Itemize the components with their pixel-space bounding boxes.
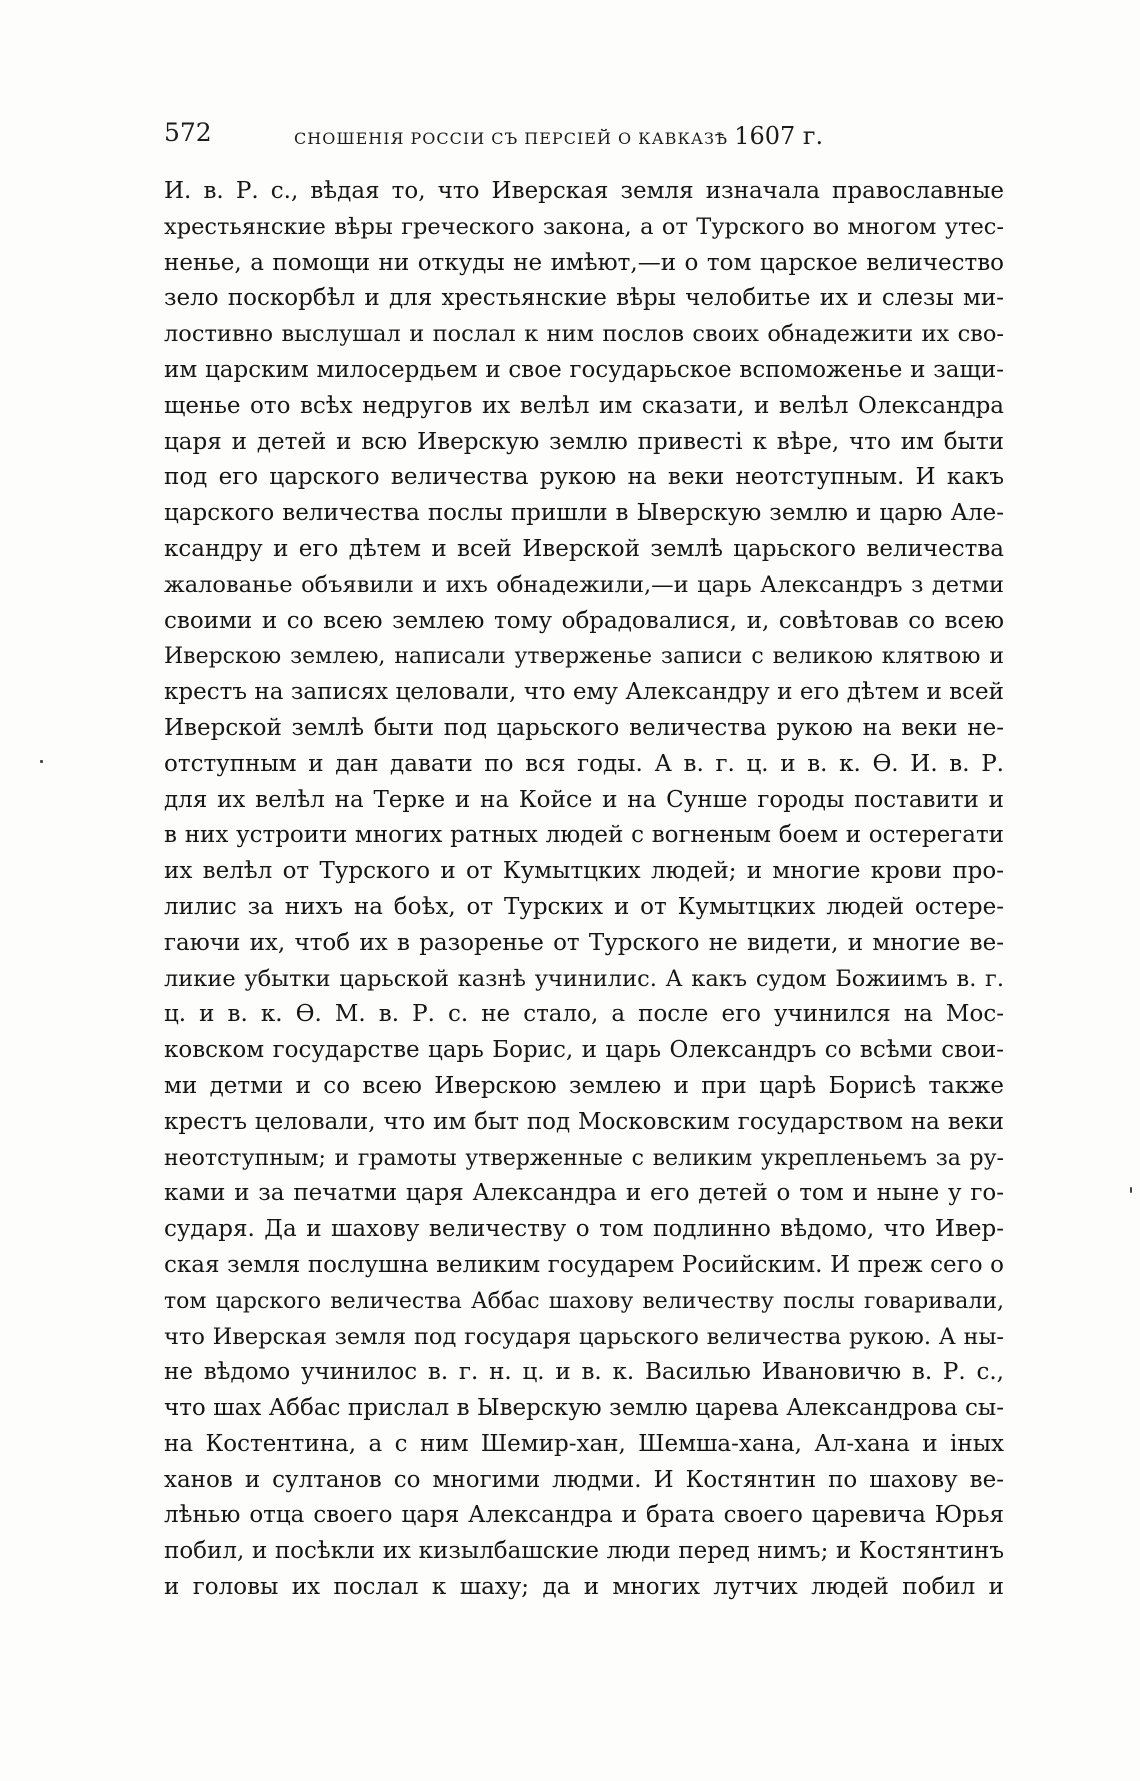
text-line: для их велѣл на Терке и на Койсе и на Сунше городы поставити и <box>164 786 1004 813</box>
text-line: царя и детей и всю Иверскую землю привесті к вѣре, что им быти <box>164 428 1004 455</box>
text-line: том царского величества Аббас шахову величеству послы говаривали, <box>164 1288 1004 1314</box>
text-line: крестъ целовали, что им быт под Московским государством на веки <box>164 1108 1004 1135</box>
text-line: что Иверская земля под государя царьского величества рукою. А ны- <box>164 1323 1004 1350</box>
text-line: ская земля послушна великим государем Росийским. И преж сего о <box>164 1251 1004 1278</box>
text-line: лилис за нихъ на боѣх, от Турских и от Кумытцких людей остере- <box>164 893 1004 920</box>
text-line: под его царского величества рукою на веки неотступным. И какъ <box>164 464 1004 491</box>
text-line: крестъ на записях целовали, что ему Александру и его дѣтем и всей <box>164 679 1004 706</box>
body-text <box>164 174 1004 1606</box>
page-number: 572 <box>164 118 212 147</box>
text-line: И. в. Р. с., вѣдая то, что Иверская земля изначала православные <box>164 178 1004 204</box>
text-line: Иверской землѣ быти под царьского величества рукою на веки не- <box>164 714 1004 741</box>
text-line: и головы их послал к шаху; да и многих лутчих людей побил и <box>164 1574 1004 1601</box>
text-line: лостивно выслушал и послал к ним послов своих обнадежити их сво- <box>164 321 1004 348</box>
text-line: ц. и в. к. Ѳ. М. в. Р. с. не стало, а после его учинился на Мос- <box>164 1001 1004 1028</box>
text-line: неотступным; и грамоты утверженные с великим укрепленьемъ за ру- <box>164 1145 1004 1171</box>
text-line: лѣнью отца своего царя Александра и брата своего царевича Юрья <box>164 1502 1004 1529</box>
text-line: хрестьянские вѣры греческого закона, а от Турского во многом утес- <box>164 213 1004 240</box>
text-line: побил, и посѣкли их кизылбашские люди перед нимъ; и Костянтинъ <box>164 1538 1004 1565</box>
text-line: отступным и дан давати по вся годы. А в. г. ц. и в. к. Ѳ. И. в. Р. <box>164 750 1004 777</box>
text-line: ненье, а помощи ни откуды не имѣют,—и о том царское величество <box>164 249 1004 276</box>
text-line: своими и со всею землею тому обрадовалися, и, совѣтовав со всею <box>164 607 1004 634</box>
scan-speck <box>1130 1187 1132 1193</box>
text-line: ликие убытки царьской казнѣ учинилис. А какъ судом Божиимъ в. г. <box>164 965 1004 992</box>
text-line: ми детми и со всею Иверскою землею и при царѣ Борисѣ также <box>164 1072 1004 1099</box>
running-head <box>294 122 823 150</box>
text-line: ксандру и его дѣтем и всей Иверской землѣ царьского величества <box>164 535 1004 562</box>
running-head-year: 1607 г. <box>734 122 824 150</box>
text-line: им царским милосердьем и свое государьское вспоможенье и защи- <box>164 356 1004 383</box>
text-line: в них устроити многих ратных людей с вогненым боем и остерегати <box>164 822 1004 849</box>
text-line: не вѣдомо учинилос в. г. н. ц. и в. к. Василью Ивановичю в. Р. с., <box>164 1359 1004 1386</box>
page-header <box>164 118 1004 152</box>
text-line: Иверскою землею, написали утверженье записи с великою клятвою и <box>164 644 1004 670</box>
text-line: царского величества послы пришли в Ыверскую землю и царю Але- <box>164 500 1004 527</box>
text-line: их велѣл от Турского и от Кумытцких людей; и многие крови про- <box>164 858 1004 885</box>
text-line: ковском государстве царь Борис, и царь Олександръ со всѣми свои- <box>164 1037 1004 1064</box>
text-line: зело поскорбѣл и для хрестьянские вѣры челобитье их и слезы ми- <box>164 285 1004 312</box>
text-line: ками и за печатми царя Александра и его детей о том и ныне у го- <box>164 1180 1004 1207</box>
text-line: жалованье объявили и ихъ обнадежили,—и царь Александръ з детми <box>164 571 1004 598</box>
text-line: сударя. Да и шахову величеству о том подлинно вѣдомо, что Ивер- <box>164 1216 1004 1243</box>
text-line: щенье ото всѣх недругов их велѣл им сказати, и велѣл Олександра <box>164 392 1004 419</box>
text-line: что шах Аббас прислал в Ыверскую землю царева Александрова сы- <box>164 1395 1004 1422</box>
scan-speck <box>40 760 43 763</box>
text-line: ханов и султанов со многими людми. И Костянтин по шахову ве- <box>164 1466 1004 1493</box>
running-head-title: СНОШЕНІЯ РОССІИ СЪ ПЕРСІЕЙ О КАВКАЗѢ <box>294 129 729 148</box>
text-line: гаючи их, чтоб их в разоренье от Турского не видети, и многие ве- <box>164 929 1004 956</box>
text-line: на Костентина, а с ним Шемир-хан, Шемша-хана, Ал-хана и іных <box>164 1430 1004 1457</box>
